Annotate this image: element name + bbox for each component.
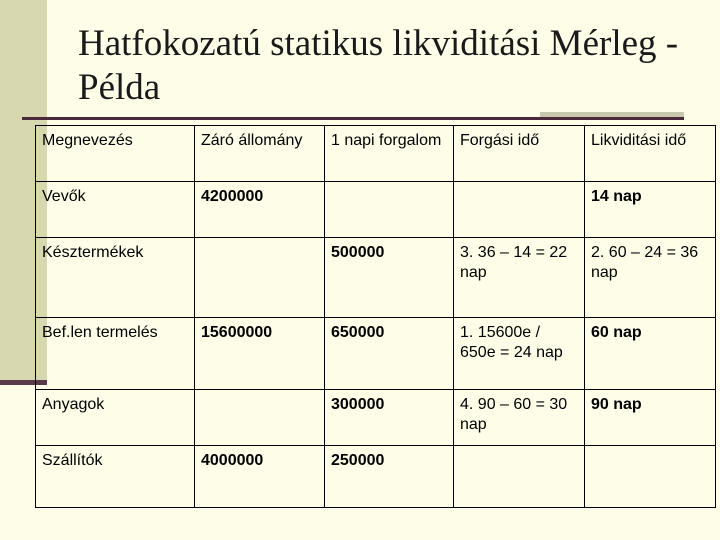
cell-name: Szállítók bbox=[36, 446, 195, 508]
cell-name: Anyagok bbox=[36, 390, 195, 446]
table-row bbox=[36, 446, 716, 508]
cell-closing bbox=[195, 238, 325, 318]
header-cell-daily: 1 napi forgalom bbox=[325, 126, 454, 182]
cell-liquidity: 90 nap bbox=[585, 390, 716, 446]
cell-name: Vevők bbox=[36, 182, 195, 238]
cell-closing: 4000000 bbox=[195, 446, 325, 508]
cell-liquidity: 60 nap bbox=[585, 318, 716, 390]
liquidity-table bbox=[35, 125, 716, 508]
header-cell-turnover: Forgási idő bbox=[454, 126, 585, 182]
cell-daily: 300000 bbox=[325, 390, 454, 446]
cell-turnover: 1. 15600e / 650e = 24 nap bbox=[454, 318, 585, 390]
cell-turnover: 4. 90 – 60 = 30 nap bbox=[454, 390, 585, 446]
cell-closing: 15600000 bbox=[195, 318, 325, 390]
table-header-row bbox=[36, 126, 716, 182]
cell-liquidity: 2. 60 – 24 = 36 nap bbox=[585, 238, 716, 318]
table-row bbox=[36, 238, 716, 318]
cell-closing: 4200000 bbox=[195, 182, 325, 238]
table-row bbox=[36, 390, 716, 446]
cell-daily: 500000 bbox=[325, 238, 454, 318]
cell-liquidity: 14 nap bbox=[585, 182, 716, 238]
cell-daily bbox=[325, 182, 454, 238]
title-rule bbox=[22, 117, 684, 120]
cell-liquidity bbox=[585, 446, 716, 508]
header-cell-closing: Záró állomány bbox=[195, 126, 325, 182]
cell-daily: 250000 bbox=[325, 446, 454, 508]
header-cell-liquidity: Likviditási idő bbox=[585, 126, 716, 182]
cell-closing bbox=[195, 390, 325, 446]
table-row bbox=[36, 182, 716, 238]
cell-turnover bbox=[454, 182, 585, 238]
table-row bbox=[36, 318, 716, 390]
cell-turnover: 3. 36 – 14 = 22 nap bbox=[454, 238, 585, 318]
header-cell-name: Megnevezés bbox=[36, 126, 195, 182]
cell-daily: 650000 bbox=[325, 318, 454, 390]
cell-name: Bef.len termelés bbox=[36, 318, 195, 390]
cell-turnover bbox=[454, 446, 585, 508]
cell-name: Késztermékek bbox=[36, 238, 195, 318]
slide-title: Hatfokozatú statikus likviditási Mérleg - Példa bbox=[78, 23, 679, 108]
